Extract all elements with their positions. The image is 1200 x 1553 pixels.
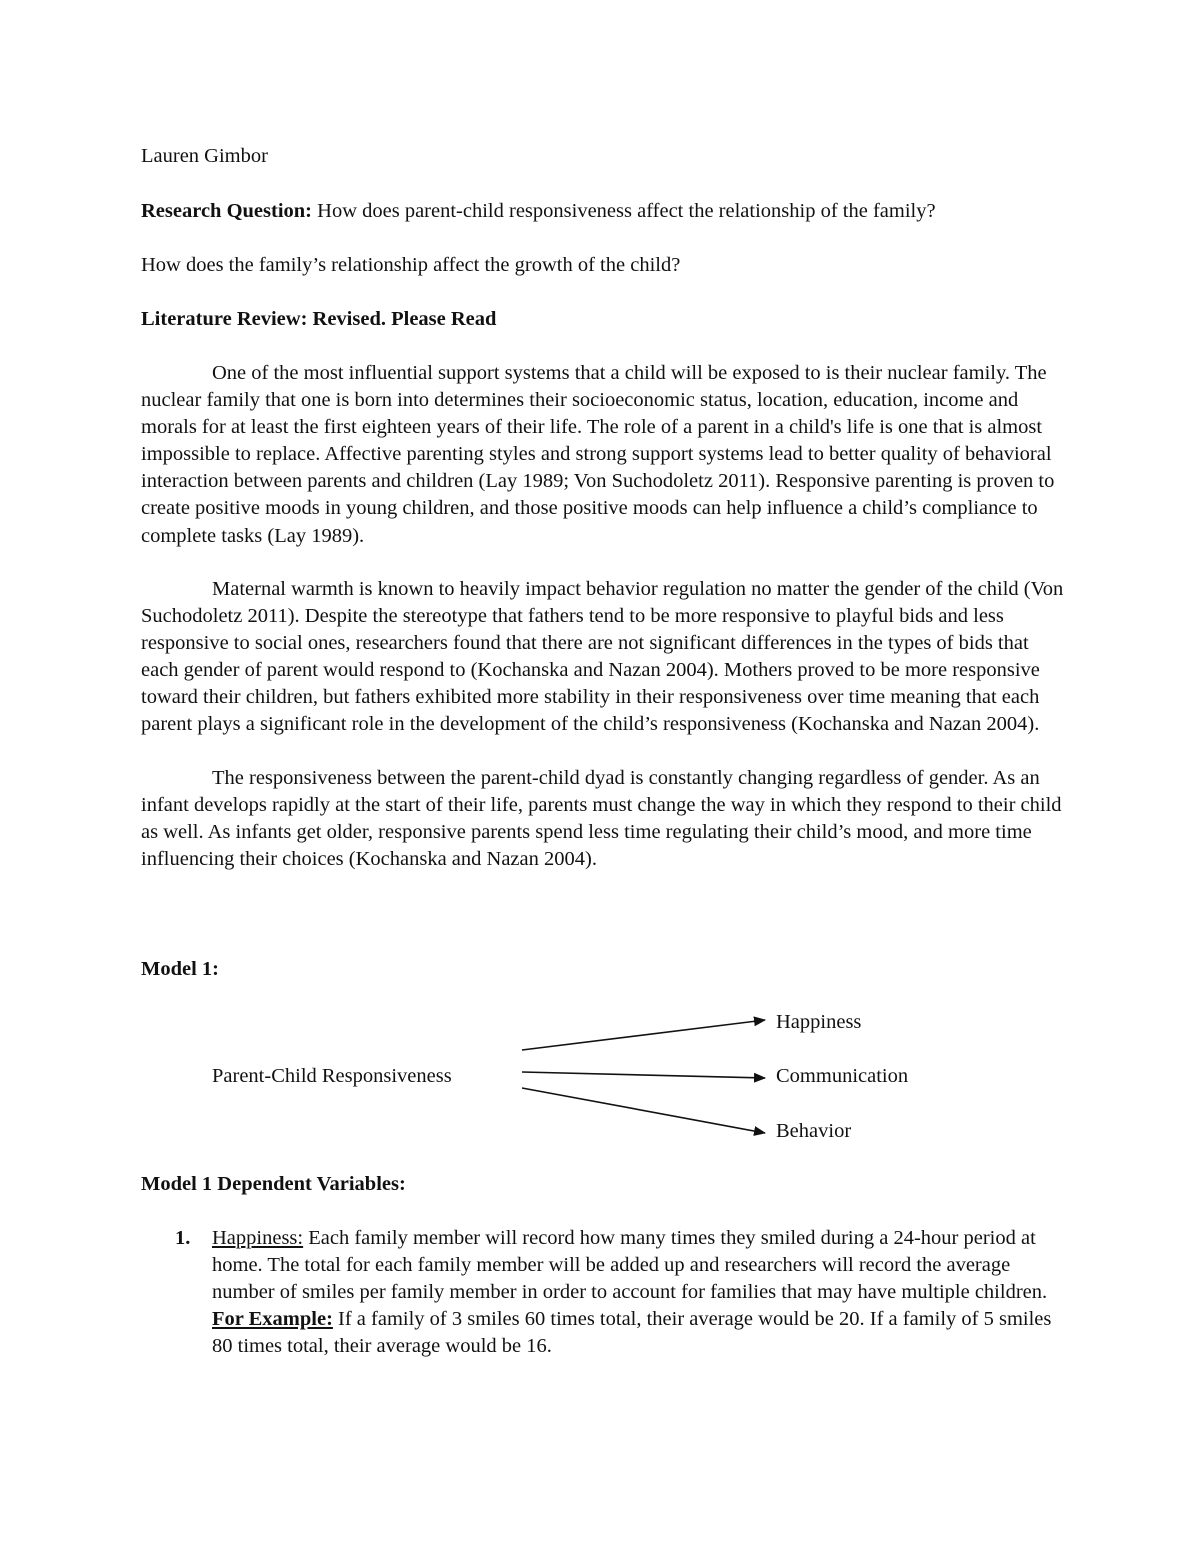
- model-heading: Model 1:: [141, 958, 219, 980]
- research-question-label: Research Question:: [141, 200, 313, 222]
- list-item-description: Each family member will record how many times they smiled during a 24-hour period at home. The total for each family member will be added up and researchers will record the average number of smiles per family member in order to account for families that may have multiple children.: [212, 1227, 1048, 1304]
- list-item-term: Happiness:: [212, 1227, 304, 1249]
- diagram-source-node: Parent-Child Responsiveness: [212, 1065, 452, 1087]
- literature-paragraph-1: [141, 360, 1066, 550]
- second-question: How does the family’s relationship affect the growth of the child?: [141, 254, 681, 276]
- research-question: [141, 198, 936, 225]
- research-question-text: How does parent-child responsiveness affect the relationship of the family?: [312, 200, 936, 222]
- arrow-to-behavior: [522, 1088, 765, 1133]
- literature-paragraph-2: [141, 576, 1066, 739]
- example-label: For Example:: [212, 1308, 333, 1331]
- paragraph-text: The responsiveness between the parent-child dyad is constantly changing regardless of gender. As an infant develops rapidly at the start of their life, parents must change the way in which they respond to their child as well. As infants get older, responsive parents spend less time regulating their child’s mood, and more time influencing their choices (Kochanska and Nazan 2004).: [141, 767, 1062, 871]
- diagram-target-behavior: Behavior: [776, 1120, 852, 1142]
- author-name: Lauren Gimbor: [141, 145, 268, 167]
- diagram-target-happiness: Happiness: [776, 1011, 862, 1033]
- arrow-to-communication: [522, 1072, 765, 1078]
- arrow-to-happiness: [522, 1020, 765, 1050]
- paragraph-text: Maternal warmth is known to heavily impact behavior regulation no matter the gender of the child (Von Suchodoletz 2011). Despite the stereotype that fathers tend to be more responsive to playful bids and less responsive to social ones, researchers found that there are not significant differences in the types of bids that each gender of parent would respond to (Kochanska and Nazan 2004). Mothers proved to be more responsive toward their children, but fathers exhibited more stability in their responsiveness over time meaning that each parent plays a significant role in the development of the child’s responsiveness (Kochanska and Nazan 2004).: [141, 578, 1064, 736]
- paragraph-text: One of the most influential support systems that a child will be exposed to is their nuclear family. The nuclear family that one is born into determines their socioeconomic status, location, education, income and morals for at least the first eighteen years of their life. The role of a parent in a child's life is one that is almost impossible to replace. Affective parenting styles and strong support systems lead to better quality of behavioral interaction between parents and children (Lay 1989; Von Suchodoletz 2011). Responsive parenting is proven to create positive moods in young children, and those positive moods can help influence a child’s compliance to complete tasks (Lay 1989).: [141, 362, 1055, 547]
- list-item: [212, 1225, 1072, 1360]
- literature-review-heading: Literature Review: Revised. Please Read: [141, 308, 497, 330]
- literature-paragraph-3: [141, 765, 1066, 873]
- diagram-target-communication: Communication: [776, 1065, 909, 1087]
- example-text: If a family of 3 smiles 60 times total, their average would be 20. If a family of 5 smiles 80 times total, their average would be 16.: [212, 1308, 1052, 1358]
- dependent-variables-heading: Model 1 Dependent Variables:: [141, 1173, 406, 1195]
- list-item-number: 1.: [175, 1227, 191, 1249]
